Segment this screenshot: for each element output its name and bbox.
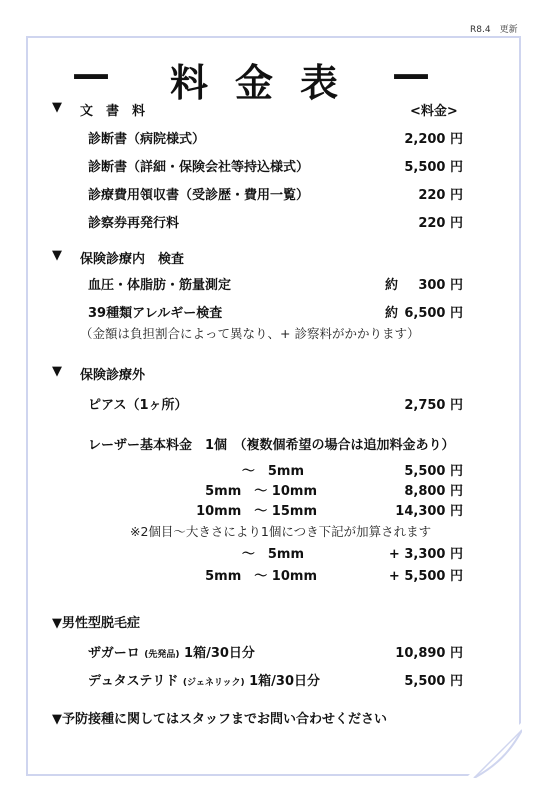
laser-range: ～ 5mm [241,464,304,479]
drug-tag: (ジェネリック) [182,678,245,688]
laser-range: 10mm ～ 15mm [196,504,317,519]
section-uninsured-label: 保険診療外 [80,368,146,383]
section-hair-loss-label: ▼男性型脱毛症 [52,616,140,631]
title-dash-right: — [392,52,430,96]
price-header: <料金> [410,104,458,119]
document-item-price: 2,200 円 [404,132,463,147]
approx-label: 約 [385,306,399,321]
insured-note: （金額は負担割合によって異なり、+ 診察料がかかります） [80,326,420,341]
piercing-name: ピアス（1ヶ所） [88,398,188,413]
laser-price: 8,800 円 [404,484,463,499]
extra-price: + 5,500 円 [388,569,463,584]
laser-price: 5,500 円 [404,464,463,479]
extra-charge-note: ※2個目～大きさにより1個につき下記が加算されます [130,524,432,539]
piercing-price: 2,750 円 [404,398,463,413]
section-insured-label: 保険診療内 検査 [80,252,185,267]
document-item-name: 診察券再発行料 [88,216,180,231]
laser-price: 14,300 円 [395,504,463,519]
document-item-name: 診断書（病院様式） [88,132,206,147]
drug-row [88,670,320,689]
drug-price: 10,890 円 [395,646,463,661]
section-marker: ▼ [52,100,62,115]
drug-name: ザガーロ [88,646,140,661]
document-item-name: 診療費用領収書（受診歴・費用一覧） [88,188,310,203]
laser-header: レーザー基本料金 1個 （複数個希望の場合は追加料金あり） [88,438,455,453]
vaccine-note: ▼予防接種に関してはスタッフまでお問い合わせください [52,712,387,727]
document-item-price: 220 円 [418,216,463,231]
insured-item-price: 300 円 [418,278,463,293]
drug-name: デュタステリド [88,674,179,689]
drug-price: 5,500 円 [404,674,463,689]
title-char-kin: 金 [235,61,274,105]
drug-qty: 1箱/30日分 [184,646,255,661]
insured-item-name: 血圧・体脂肪・筋量測定 [88,278,232,293]
insured-item-price: 6,500 円 [404,306,463,321]
drug-row [88,642,255,661]
title-dash-left: — [72,52,110,96]
extra-range: 5mm ～ 10mm [205,569,317,584]
update-label: R8.4 更新 [470,25,518,35]
drug-tag: (先発品) [144,650,180,660]
document-item-price: 220 円 [418,188,463,203]
approx-label: 約 [385,278,399,293]
document-item-price: 5,500 円 [404,160,463,175]
page-curl-icon [466,722,522,778]
extra-range: ～ 5mm [241,547,304,562]
section-marker: ▼ [52,364,62,379]
section-documents-label: 文 書 料 [80,104,146,119]
extra-price: + 3,300 円 [388,547,463,562]
drug-qty: 1箱/30日分 [249,674,320,689]
title-char-hyo: 表 [300,61,339,105]
laser-range: 5mm ～ 10mm [205,484,317,499]
insured-item-name: 39種類アレルギー検査 [88,306,223,321]
section-marker: ▼ [52,248,62,263]
title-char-ryo: 料 [170,61,209,105]
document-item-name: 診断書（詳細・保険会社等持込様式） [88,160,310,175]
